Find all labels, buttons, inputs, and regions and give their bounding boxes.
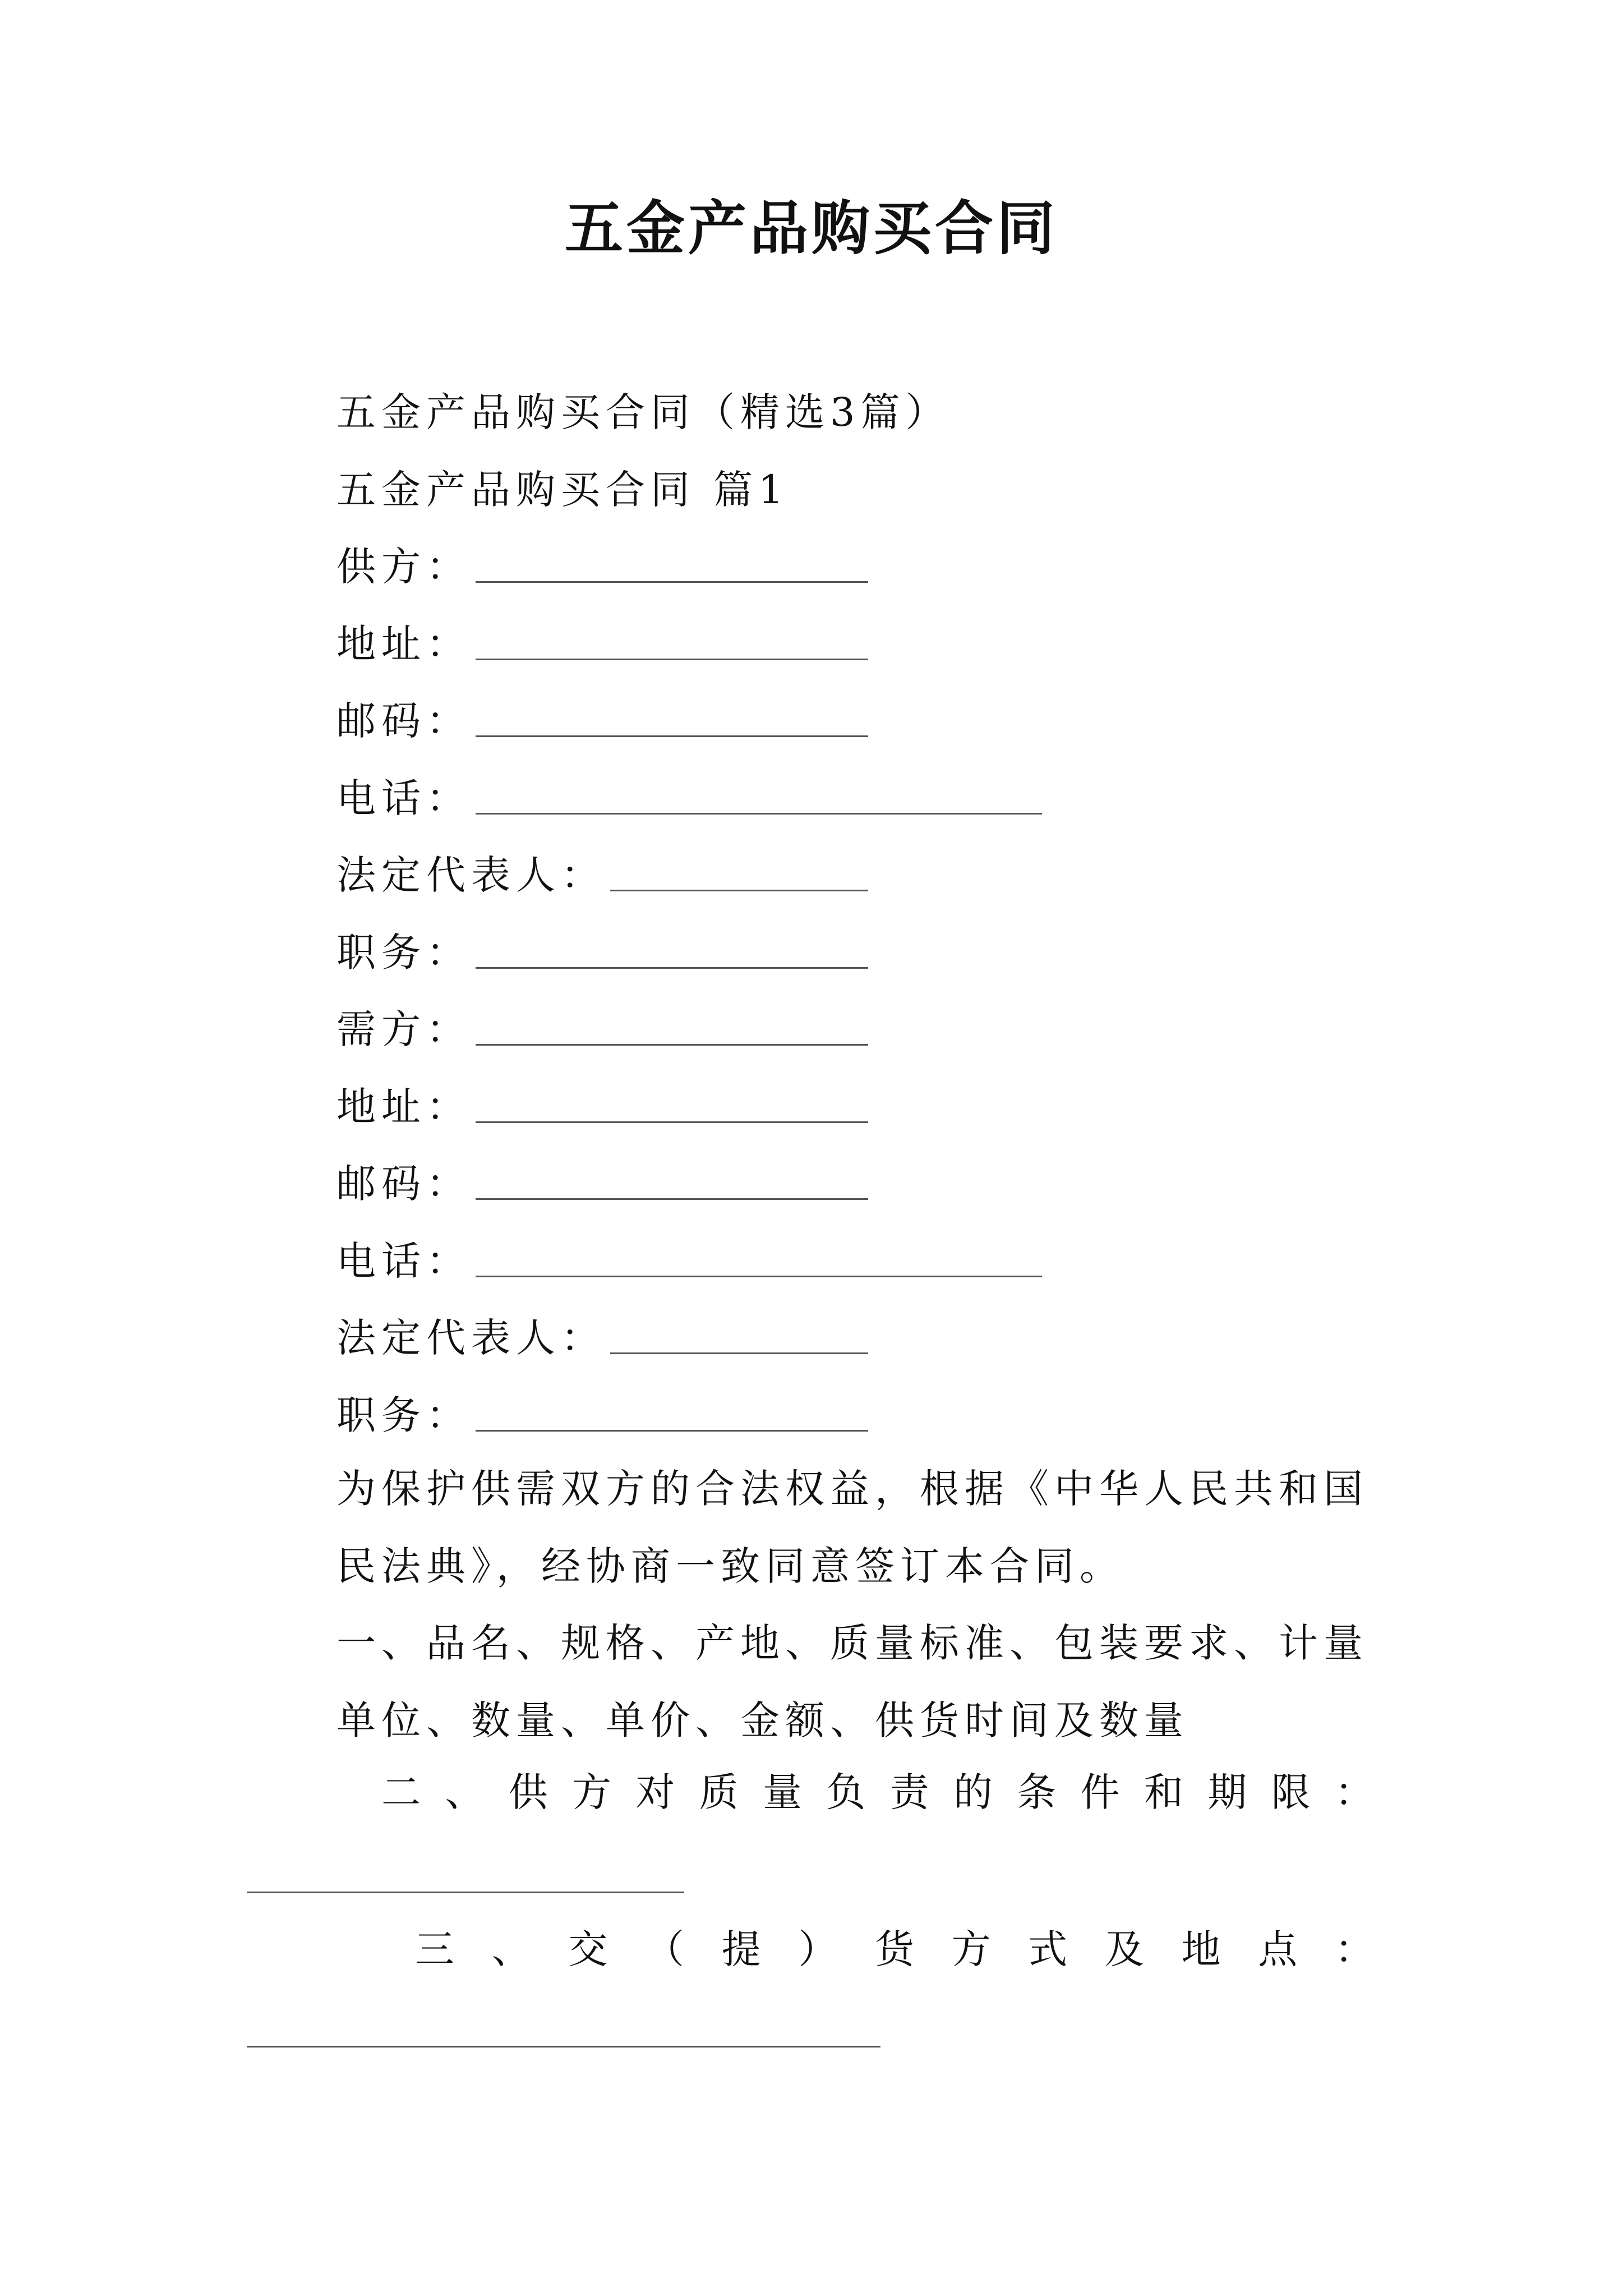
clause-3-blank[interactable]: [247, 2046, 880, 2047]
supplier-title-label: 职务：: [336, 930, 471, 976]
supplier-title-field: [336, 930, 868, 976]
buyer-title-blank[interactable]: [476, 1429, 868, 1432]
clause-2-char: 供: [508, 1769, 548, 1815]
clause-2-char: 件: [1080, 1769, 1120, 1815]
buyer-rep-label: 法定代表人：: [336, 1315, 606, 1361]
clause-3-char: 及: [1104, 1926, 1144, 1972]
clause-2-char: 的: [953, 1769, 993, 1815]
supplier-zip-label: 邮码：: [336, 698, 471, 744]
part-heading: 五金产品购买合同 篇1: [336, 467, 789, 513]
clause-3-char: 方: [951, 1926, 991, 1972]
clause-2-char: ：: [1334, 1769, 1374, 1815]
clause-2-char: 对: [635, 1769, 675, 1815]
supplier-rep-label: 法定代表人：: [336, 852, 606, 898]
clause-2-char: 条: [1017, 1769, 1057, 1815]
buyer-name-label: 需方：: [336, 1006, 471, 1052]
supplier-name-field: [336, 544, 868, 590]
clause-2-char: 方: [571, 1769, 611, 1815]
clause-2-char: 量: [762, 1769, 802, 1815]
buyer-address-label: 地址：: [336, 1084, 471, 1130]
clause-2-char: 期: [1207, 1769, 1247, 1815]
buyer-title-field: [336, 1392, 868, 1438]
supplier-zip-field: [336, 698, 868, 744]
clause-2-char: 和: [1144, 1769, 1183, 1815]
supplier-phone-label: 电话：: [336, 775, 471, 821]
clause-3-char: 地: [1181, 1926, 1221, 1972]
supplier-address-field: [336, 621, 868, 667]
clause-2-char: 二: [381, 1769, 421, 1815]
buyer-address-field: [336, 1084, 868, 1130]
clause-2-char: 责: [889, 1769, 929, 1815]
buyer-title-label: 职务：: [336, 1392, 471, 1438]
document-title: 五金产品购买合同: [564, 194, 1058, 263]
clause-2-char: 质: [699, 1769, 739, 1815]
buyer-rep-field: [336, 1315, 868, 1361]
supplier-rep-blank[interactable]: [610, 889, 868, 891]
supplier-name-blank[interactable]: [476, 580, 868, 583]
supplier-address-blank[interactable]: [476, 657, 868, 660]
clause-2-heading: [247, 1769, 1374, 1815]
intro-paragraph: [247, 1450, 1374, 1605]
clause-3-heading: [247, 1926, 1374, 1972]
supplier-address-label: 地址：: [336, 621, 471, 667]
buyer-phone-blank[interactable]: [476, 1274, 1042, 1277]
buyer-name-field: [336, 1006, 868, 1052]
supplier-zip-blank[interactable]: [476, 734, 868, 737]
buyer-zip-label: 邮码：: [336, 1161, 471, 1207]
supplier-name-label: 供方：: [336, 544, 471, 590]
supplier-phone-blank[interactable]: [476, 812, 1042, 815]
clause-3-char: 交: [568, 1926, 608, 1972]
subtitle: 五金产品购买合同（精选3篇）: [336, 389, 951, 435]
clause-3-char: ：: [1334, 1926, 1374, 1972]
buyer-zip-field: [336, 1161, 868, 1207]
supplier-phone-field: [336, 775, 1042, 821]
clause-3-char: 点: [1258, 1926, 1298, 1972]
clause-3-char: 三: [415, 1926, 454, 1972]
intro-text: 为保护供需双方的合法权益，根据《中华人民共和国民法典》，经协商一致同意签订本合同。: [336, 1466, 1368, 1589]
supplier-rep-field: [336, 852, 868, 898]
buyer-name-blank[interactable]: [476, 1043, 868, 1046]
buyer-zip-blank[interactable]: [476, 1197, 868, 1200]
clause-3-char: 货: [874, 1926, 914, 1972]
clause-2-char: 限: [1271, 1769, 1311, 1815]
supplier-title-blank[interactable]: [476, 966, 868, 969]
clause-1-text: 一、品名、规格、产地、质量标准、包装要求、计量单位、数量、单价、金额、供货时间及数量: [336, 1620, 1368, 1743]
buyer-phone-field: [336, 1238, 1042, 1284]
clause-3-char: ）: [798, 1926, 838, 1972]
clause-3-char: 提: [721, 1926, 761, 1972]
clause-2-char: 、: [445, 1769, 485, 1815]
buyer-address-blank[interactable]: [476, 1120, 868, 1123]
clause-3-char: 、: [491, 1926, 531, 1972]
clause-2-char: 负: [826, 1769, 866, 1815]
clause-3-char: 式: [1028, 1926, 1068, 1972]
clause-2-blank[interactable]: [247, 1892, 684, 1893]
clause-3-char: （: [644, 1926, 684, 1972]
clause-1-paragraph: [247, 1604, 1374, 1759]
buyer-rep-blank[interactable]: [610, 1351, 868, 1354]
buyer-phone-label: 电话：: [336, 1238, 471, 1284]
